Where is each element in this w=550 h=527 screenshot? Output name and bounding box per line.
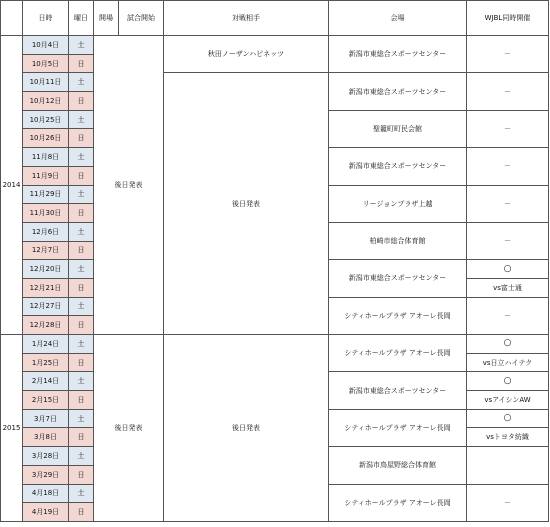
dow-cell: 日 (69, 204, 94, 223)
wjbl-cell: － (467, 36, 549, 73)
dow-cell: 土 (69, 110, 94, 129)
wjbl-cell: － (467, 185, 549, 222)
wjbl-cell: － (467, 222, 549, 259)
date-cell: 2月15日 (23, 391, 69, 410)
date-cell: 10月4日 (23, 36, 69, 55)
date-cell: 11月30日 (23, 204, 69, 223)
date-cell: 2月14日 (23, 372, 69, 391)
dow-cell: 土 (69, 185, 94, 204)
date-cell: 4月19日 (23, 503, 69, 522)
dow-cell: 日 (69, 353, 94, 372)
dow-cell: 日 (69, 166, 94, 185)
venue-cell: 新潟市東総合スポーツセンター (329, 372, 467, 409)
venue-cell: 聖籠町町民会館 (329, 110, 467, 147)
wjbl-cell: － (467, 484, 549, 521)
date-cell: 1月25日 (23, 353, 69, 372)
dow-cell: 土 (69, 148, 94, 167)
dow-cell: 土 (69, 409, 94, 428)
wjbl-cell: － (467, 110, 549, 147)
header-opponent: 対戦相手 (164, 1, 329, 36)
dow-cell: 土 (69, 447, 94, 466)
table-row (1, 36, 549, 55)
venue-cell: シティホールプラザ アオーレ長岡 (329, 484, 467, 521)
date-cell: 12月28日 (23, 316, 69, 335)
dow-cell: 日 (69, 54, 94, 73)
opponent-tbd-2015: 後日発表 (164, 335, 329, 522)
date-cell: 3月8日 (23, 428, 69, 447)
dow-cell: 日 (69, 278, 94, 297)
wjbl-cell: － (467, 73, 549, 110)
date-cell: 11月29日 (23, 185, 69, 204)
wjbl-cell (467, 335, 549, 354)
date-cell: 3月28日 (23, 447, 69, 466)
venue-cell: 柏崎市総合体育館 (329, 222, 467, 259)
date-cell: 4月18日 (23, 484, 69, 503)
venue-cell: シティホールプラザ アオーレ長岡 (329, 409, 467, 446)
circle-mark: ○ (503, 375, 512, 386)
dow-cell: 日 (69, 241, 94, 260)
wjbl-cell: － (467, 297, 549, 334)
dow-cell: 日 (69, 503, 94, 522)
date-cell: 3月29日 (23, 465, 69, 484)
date-cell: 10月25日 (23, 110, 69, 129)
date-cell: 10月26日 (23, 129, 69, 148)
dow-cell: 土 (69, 372, 94, 391)
circle-mark: ○ (503, 263, 512, 274)
wjbl-vs-cell: vs日立ハイテク (467, 353, 549, 372)
dow-cell: 土 (69, 335, 94, 354)
header-arena: 開場 (94, 1, 119, 36)
venue-cell: 新潟市東総合スポーツセンター (329, 148, 467, 185)
venue-cell: 新潟市東総合スポーツセンター (329, 73, 467, 110)
venue-cell: 新潟市東総合スポーツセンター (329, 36, 467, 73)
dow-cell: 土 (69, 222, 94, 241)
time-tbd-2014: 後日発表 (94, 36, 164, 335)
header-row (1, 1, 549, 36)
date-cell: 10月11日 (23, 73, 69, 92)
wjbl-vs-cell: vs富士通 (467, 278, 549, 297)
dow-cell: 日 (69, 391, 94, 410)
opponent-tbd-2014: 後日発表 (164, 73, 329, 335)
dow-cell: 日 (69, 92, 94, 111)
date-cell: 10月5日 (23, 54, 69, 73)
table-row (1, 73, 549, 92)
table-row (1, 335, 549, 354)
header-wjbl: WJBL同時開催 (467, 1, 549, 36)
wjbl-cell (467, 447, 549, 484)
dow-cell: 日 (69, 316, 94, 335)
dow-cell: 土 (69, 73, 94, 92)
date-cell: 3月7日 (23, 409, 69, 428)
wjbl-vs-cell: vsアイシンAW (467, 391, 549, 410)
header-date: 日時 (23, 1, 69, 36)
venue-cell: シティホールプラザ アオーレ長岡 (329, 335, 467, 372)
date-cell: 1月24日 (23, 335, 69, 354)
venue-cell: シティホールプラザ アオーレ長岡 (329, 297, 467, 334)
dow-cell: 土 (69, 260, 94, 279)
venue-cell: 新潟市鳥屋野総合体育館 (329, 447, 467, 484)
date-cell: 11月8日 (23, 148, 69, 167)
dow-cell: 土 (69, 297, 94, 316)
dow-cell: 日 (69, 428, 94, 447)
header-venue: 会場 (329, 1, 467, 36)
dow-cell: 土 (69, 36, 94, 55)
venue-cell: リージョンプラザ上越 (329, 185, 467, 222)
header-blank (1, 1, 23, 36)
year-2014: 2014 (1, 36, 23, 335)
date-cell: 10月12日 (23, 92, 69, 111)
date-cell: 12月27日 (23, 297, 69, 316)
wjbl-cell (467, 260, 549, 279)
dow-cell: 土 (69, 484, 94, 503)
opponent-cell: 秋田ノーザンハピネッツ (164, 36, 329, 73)
circle-mark: ○ (503, 338, 512, 349)
wjbl-cell: － (467, 148, 549, 185)
dow-cell: 日 (69, 465, 94, 484)
year-2015: 2015 (1, 335, 23, 522)
wjbl-cell (467, 372, 549, 391)
date-cell: 12月6日 (23, 222, 69, 241)
header-dow: 曜日 (69, 1, 94, 36)
circle-mark: ○ (503, 413, 512, 424)
date-cell: 12月7日 (23, 241, 69, 260)
date-cell: 11月9日 (23, 166, 69, 185)
wjbl-cell (467, 409, 549, 428)
dow-cell: 日 (69, 129, 94, 148)
wjbl-vs-cell: vsトヨタ紡織 (467, 428, 549, 447)
venue-cell: 新潟市東総合スポーツセンター (329, 260, 467, 297)
header-tipoff: 試合開始 (119, 1, 164, 36)
date-cell: 12月20日 (23, 260, 69, 279)
time-tbd-2015: 後日発表 (94, 335, 164, 522)
date-cell: 12月21日 (23, 278, 69, 297)
